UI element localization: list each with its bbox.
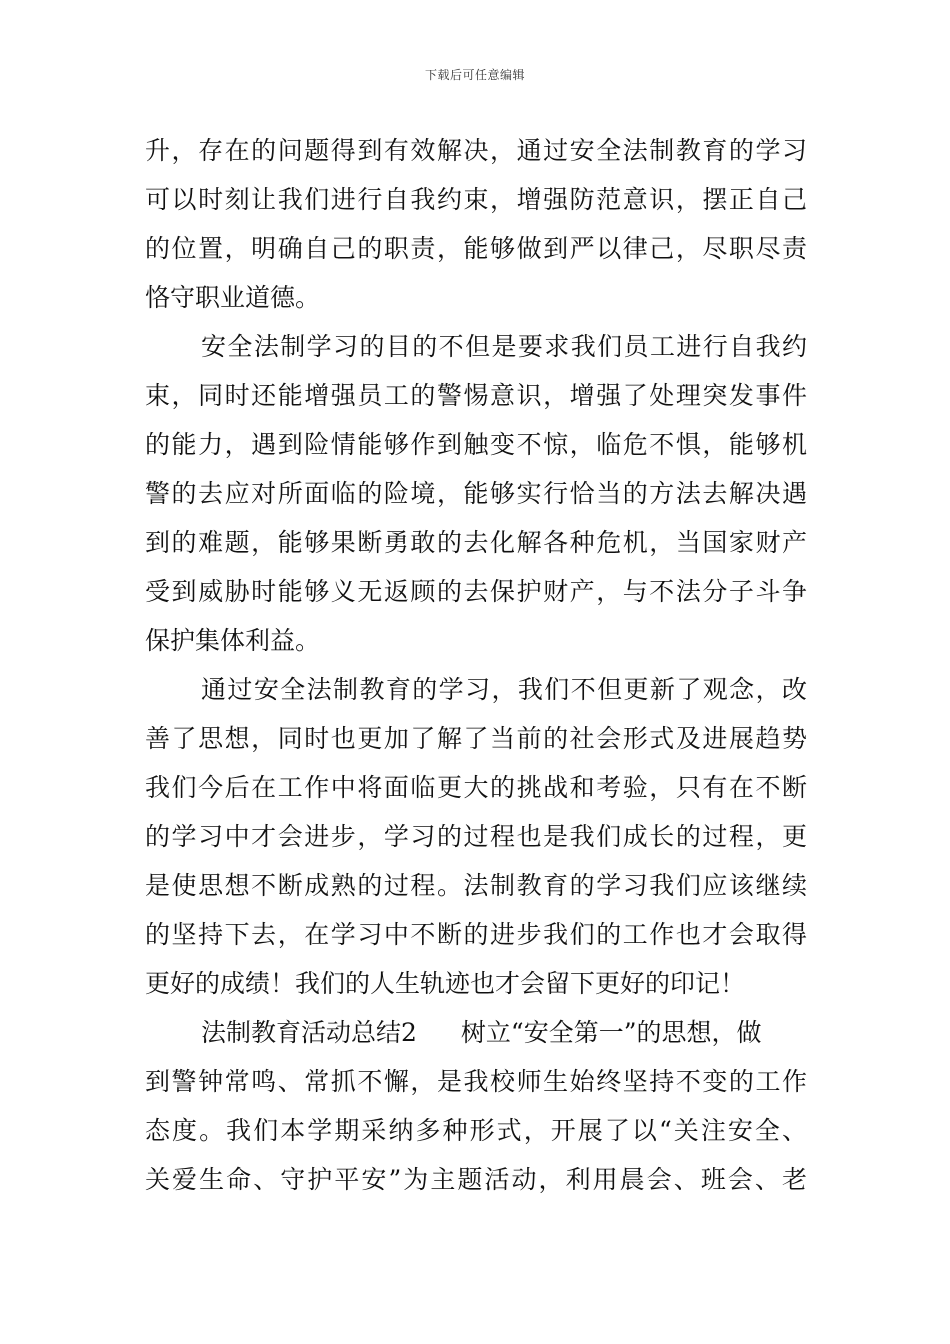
text-line: 保护集体利益。 [145, 626, 321, 655]
text-line: 恪守职业道德。 [145, 283, 321, 312]
text-line: 关爱生命、守护平安”为主题活动，利用晨会、班会、老 [145, 1165, 807, 1194]
text-line: 是使思想不断成熟的过程。法制教育的学习我们应该继续 [145, 871, 807, 900]
text-line: 的能力，遇到险情能够作到触变不惊，临危不惧，能够机 [145, 430, 807, 459]
text-line: 的坚持下去，在学习中不断的进步我们的工作也才会取得 [145, 920, 807, 949]
heading-line-text: 树立“安全第一”的思想，做 [460, 1018, 762, 1047]
text-line: 到的难题，能够果断勇敢的去化解各种危机，当国家财产 [145, 528, 807, 557]
text-line: 安全法制学习的目的不但是要求我们员工进行自我约 [201, 332, 807, 361]
paragraph-3 [145, 665, 807, 1008]
paragraph-2 [145, 322, 807, 665]
text-line: 束，同时还能增强员工的警惕意识，增强了处理突发事件 [145, 381, 807, 410]
text-line: 善了思想，同时也更加了解了当前的社会形式及进展趋势 [145, 724, 807, 753]
text-line: 可以时刻让我们进行自我约束，增强防范意识，摆正自己 [145, 185, 807, 214]
text-line: 受到威胁时能够义无返顾的去保护财产，与不法分子斗争 [145, 577, 807, 606]
text-line: 通过安全法制教育的学习，我们不但更新了观念，改 [201, 675, 807, 704]
text-line: 升，存在的问题得到有效解决，通过安全法制教育的学习 [145, 136, 807, 165]
text-line: 的位置，明确自己的职责，能够做到严以律己，尽职尽责 [145, 234, 807, 263]
paragraph-1 [145, 126, 807, 322]
heading-line [145, 1008, 807, 1057]
text-line: 我们今后在工作中将面临更大的挑战和考验，只有在不断 [145, 773, 807, 802]
text-line: 警的去应对所面临的险境，能够实行恰当的方法去解决遇 [145, 479, 807, 508]
section-heading: 法制教育活动总结2 [201, 1018, 417, 1047]
text-line: 的学习中才会进步，学习的过程也是我们成长的过程，更 [145, 822, 807, 851]
text-line: 态度。我们本学期采纳多种形式，开展了以“关注安全、 [145, 1116, 807, 1145]
text-line: 到警钟常鸣、常抓不懈，是我校师生始终坚持不变的工作 [145, 1067, 807, 1096]
document-body [145, 126, 807, 1204]
paragraph-4 [145, 1008, 807, 1204]
page-header-note: 下载后可任意编辑 [424, 68, 525, 82]
text-line: 更好的成绩！我们的人生轨迹也才会留下更好的印记！ [145, 969, 746, 998]
